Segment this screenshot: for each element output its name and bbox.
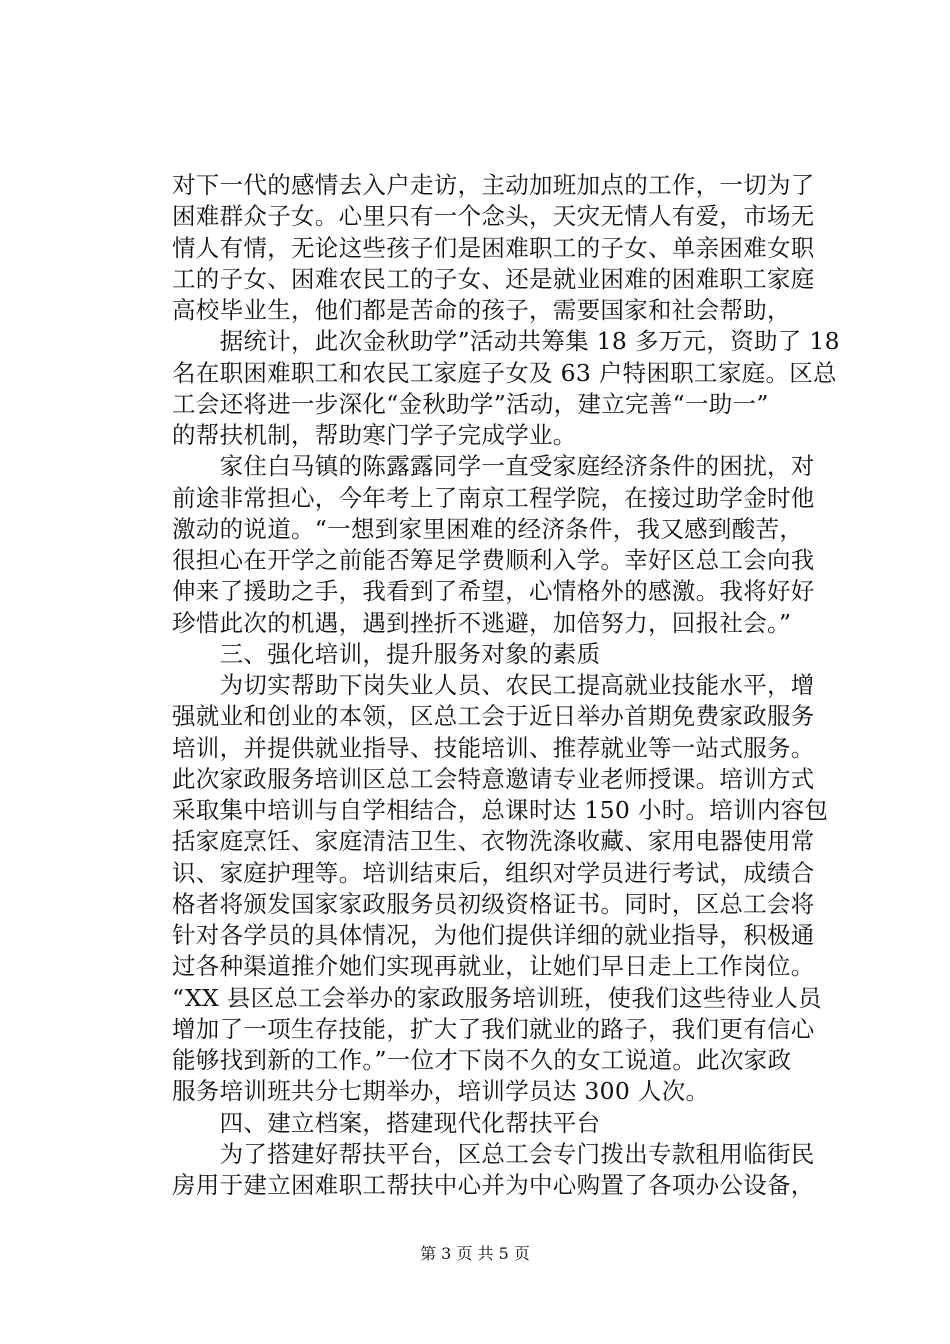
text-line: 情人有情，无论这些孩子们是困难职工的子女、单亲困难女职 <box>172 233 815 262</box>
text-line: 过各种渠道推介她们实现再就业，让她们早日走上工作岗位。 <box>172 952 815 981</box>
text-line: 伸来了援助之手，我看到了希望，心情格外的感激。我将好好 <box>172 577 815 606</box>
text-line: 工会还将进一步深化“金秋助学”活动，建立完善“一助一” <box>172 389 769 418</box>
page-footer: 第 3 页 共 5 页 <box>420 1244 530 1263</box>
text-line: 括家庭烹饪、家庭清洁卫生、衣物洗涤收藏、家用电器使用常 <box>172 827 815 856</box>
text-line: 高校毕业生，他们都是苦命的孩子，需要国家和社会帮助， <box>172 296 791 324</box>
section-heading: 四、建立档案，搭建现代化帮扶平台 <box>172 1108 601 1137</box>
document-body <box>172 170 840 1201</box>
text-line: 的帮扶机制，帮助寒门学子完成学业。 <box>172 421 577 449</box>
text-line: 能够找到新的工作。”一位才下岗不久的女工说道。此次家政 <box>172 1046 792 1074</box>
text-line: 识、家庭护理等。培训结束后，组织对学员进行考试，成绩合 <box>172 858 815 887</box>
text-line: 针对各学员的具体情况，为他们提供详细的就业指导，积极通 <box>172 921 815 949</box>
text-line: 前途非常担心，今年考上了南京工程学院，在接过助学金时他 <box>172 483 815 512</box>
text-line: 服务培训班共分七期举办，培训学员达 300 人次。 <box>172 1077 710 1106</box>
text-line: 工的子女、困难农民工的子女、还是就业困难的困难职工家庭 <box>172 264 815 293</box>
text-line: 培训，并提供就业指导、技能培训、推荐就业等一站式服务。 <box>172 733 815 762</box>
text-line: 采取集中培训与自学相结合，总课时达 150 小时。培训内容包 <box>172 796 829 824</box>
text-line: 为了搭建好帮扶平台，区总工会专门拨出专款租用临街民 <box>172 1139 815 1168</box>
text-line: 激动的说道。“一想到家里困难的经济条件，我又感到酸苦， <box>172 514 804 543</box>
section-heading: 三、强化培训，提升服务对象的素质 <box>172 639 601 668</box>
text-line: 此次家政服务培训区总工会特意邀请专业老师授课。培训方式 <box>172 764 815 793</box>
text-line: 困难群众子女。心里只有一个念头，天灾无情人有爱，市场无 <box>172 202 815 231</box>
text-line: 为切实帮助下岗失业人员、农民工提高就业技能水平，增 <box>172 671 815 699</box>
text-line: 很担心在开学之前能否筹足学费顺利入学。幸好区总工会向我 <box>172 546 815 574</box>
text-line: 据统计，此次金秋助学”活动共筹集 18 多万元，资助了 18 <box>172 327 840 356</box>
text-line: 增加了一项生存技能，扩大了我们就业的路子，我们更有信心 <box>172 1014 815 1043</box>
text-line: 对下一代的感情去入户走访，主动加班加点的工作，一切为了 <box>172 171 815 199</box>
text-line: 珍惜此次的机遇，遇到挫折不逃避，加倍努力，回报社会。” <box>172 608 792 637</box>
text-line: 家住白马镇的陈露露同学一直受家庭经济条件的困扰，对 <box>172 452 815 481</box>
text-line: 强就业和创业的本领，区总工会于近日举办首期免费家政服务 <box>172 702 815 731</box>
text-line: “XX 县区总工会举办的家政服务培训班，使我们这些待业人员 <box>172 983 822 1012</box>
text-line: 房用于建立困难职工帮扶中心并为中心购置了各项办公设备， <box>172 1171 815 1199</box>
text-line: 格者将颁发国家家政服务员初级资格证书。同时，区总工会将 <box>172 889 815 918</box>
text-line: 名在职困难职工和农民工家庭子女及 63 户特困职工家庭。区总 <box>172 358 837 387</box>
